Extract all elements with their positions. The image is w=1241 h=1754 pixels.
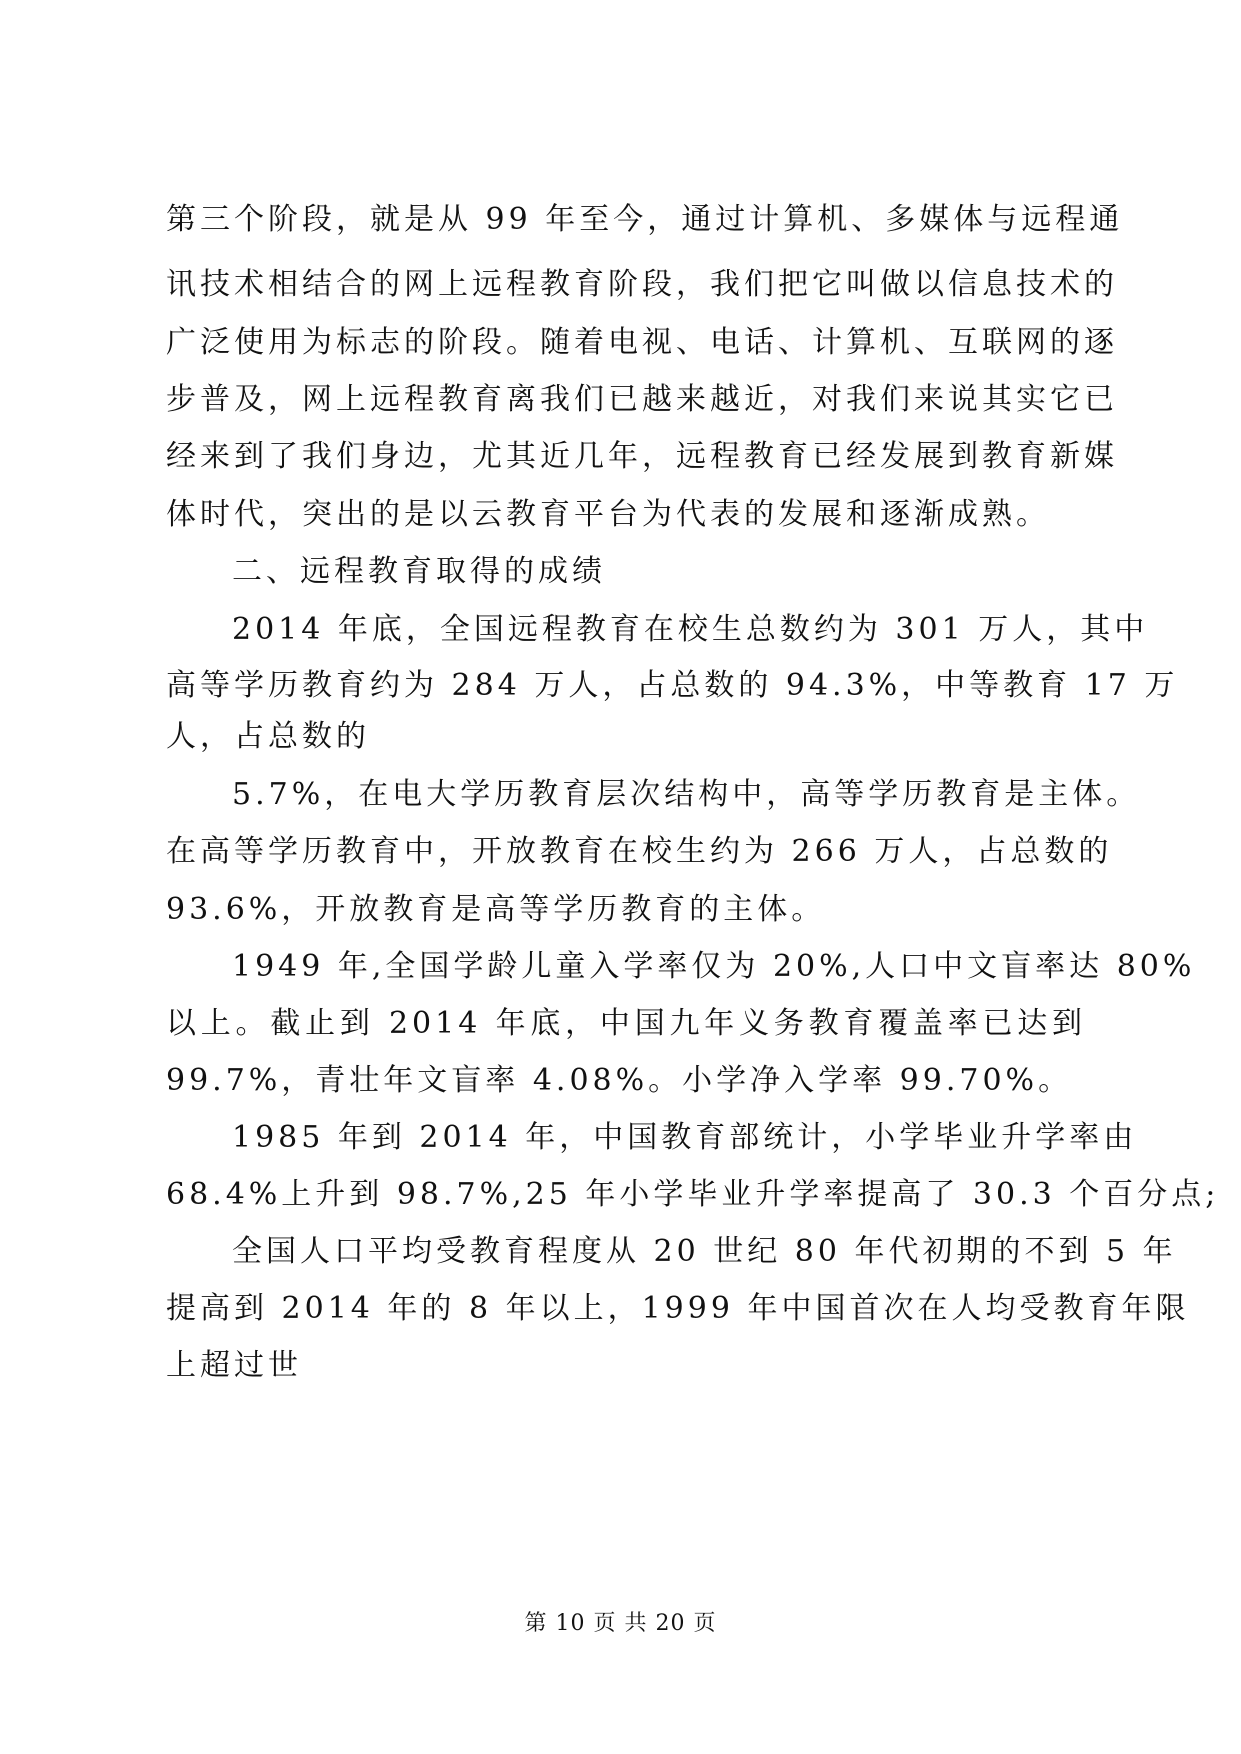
paragraph-line: 上超过世 <box>166 1348 302 1383</box>
paragraph-line: 广泛使用为标志的阶段。随着电视、电话、计算机、互联网的逐 <box>166 325 1118 360</box>
paragraph-line: 经来到了我们身边，尤其近几年，远程教育已经发展到教育新媒 <box>166 439 1118 474</box>
paragraph-line: 讯技术相结合的网上远程教育阶段，我们把它叫做以信息技术的 <box>166 267 1118 302</box>
paragraph-line: 步普及，网上远程教育离我们已越来越近，对我们来说其实它已 <box>166 382 1118 417</box>
paragraph-line: 1949 年,全国学龄儿童入学率仅为 20%,人口中文盲率达 80% <box>232 949 1196 984</box>
paragraph-line: 2014 年底，全国远程教育在校生总数约为 301 万人，其中 <box>232 612 1149 647</box>
paragraph-line: 全国人口平均受教育程度从 20 世纪 80 年代初期的不到 5 年 <box>232 1234 1177 1269</box>
paragraph-line: 提高到 2014 年的 8 年以上，1999 年中国首次在人均受教育年限 <box>166 1291 1190 1326</box>
paragraph-line: 1985 年到 2014 年，中国教育部统计，小学毕业升学率由 <box>232 1120 1138 1155</box>
paragraph-line: 68.4%上升到 98.7%,25 年小学毕业升学率提高了 30.3 个百分点; <box>166 1177 1220 1212</box>
paragraph-line: 人，占总数的 <box>166 719 370 754</box>
paragraph-line: 体时代，突出的是以云教育平台为代表的发展和逐渐成熟。 <box>166 497 1050 532</box>
paragraph-line: 99.7%，青壮年文盲率 4.08%。小学净入学率 99.70%。 <box>166 1063 1073 1098</box>
page-number-footer: 第 10 页 共 20 页 <box>524 1611 717 1636</box>
paragraph-line: 第三个阶段，就是从 99 年至今，通过计算机、多媒体与远程通 <box>166 202 1124 237</box>
paragraph-line: 5.7%，在电大学历教育层次结构中，高等学历教育是主体。 <box>232 777 1141 812</box>
section-heading: 二、远程教育取得的成绩 <box>232 554 606 589</box>
paragraph-line: 在高等学历教育中，开放教育在校生约为 266 万人，占总数的 <box>166 834 1113 869</box>
paragraph-line: 高等学历教育约为 284 万人，占总数的 94.3%，中等教育 17 万 <box>166 668 1179 703</box>
paragraph-line: 93.6%，开放教育是高等学历教育的主体。 <box>166 892 826 927</box>
paragraph-line: 以上。截止到 2014 年底，中国九年义务教育覆盖率已达到 <box>166 1006 1086 1041</box>
